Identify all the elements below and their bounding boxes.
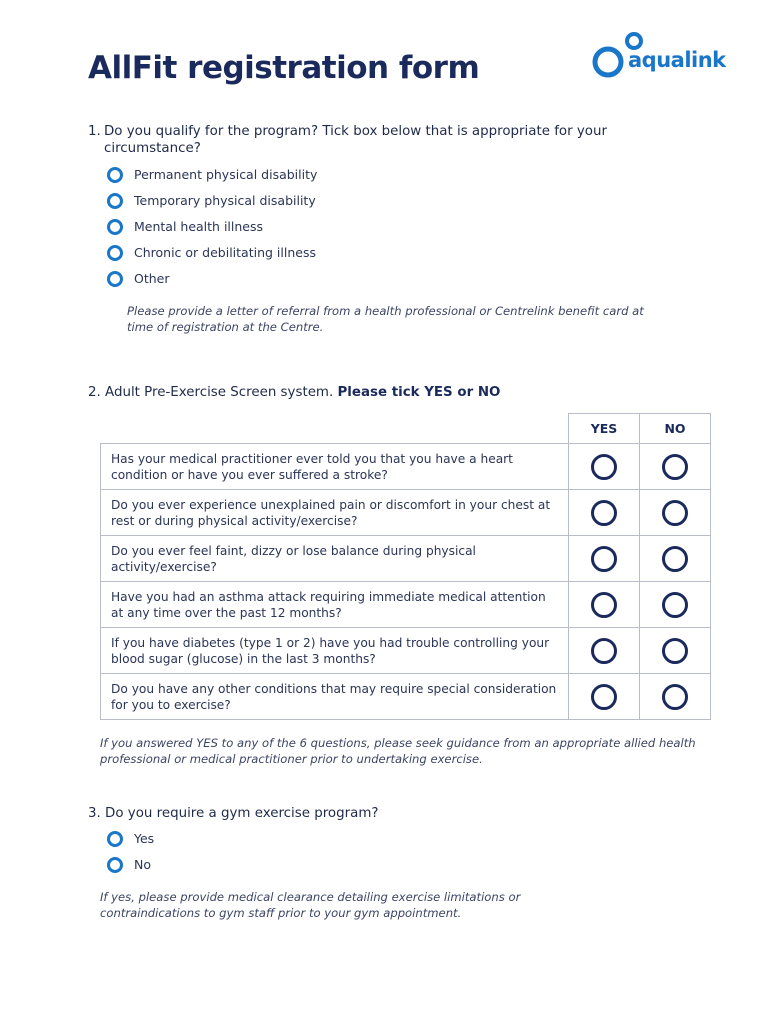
table-header-row	[101, 414, 711, 444]
no-cell	[640, 490, 711, 536]
no-radio[interactable]	[662, 454, 688, 480]
yes-radio[interactable]	[591, 454, 617, 480]
table-row	[101, 490, 711, 536]
radio-button[interactable]	[107, 857, 123, 873]
table-row	[101, 582, 711, 628]
radio-button[interactable]	[107, 193, 123, 209]
no-radio[interactable]	[662, 500, 688, 526]
question-2-text: 2. Adult Pre-Exercise Screen system.	[88, 385, 338, 400]
yes-radio[interactable]	[591, 592, 617, 618]
option-label: Yes	[134, 831, 155, 846]
yes-radio[interactable]	[591, 500, 617, 526]
yes-radio[interactable]	[591, 684, 617, 710]
question-3: 3. Do you require a gym exercise program?	[88, 806, 379, 821]
option-label: Mental health illness	[134, 219, 264, 234]
option-label: Chronic or debilitating illness	[134, 245, 316, 260]
yes-cell	[569, 628, 640, 674]
column-header-yes: YES	[569, 414, 640, 444]
radio-button[interactable]	[107, 831, 123, 847]
table-row	[101, 628, 711, 674]
radio-button[interactable]	[107, 219, 123, 235]
radio-button[interactable]	[107, 271, 123, 287]
no-cell	[640, 444, 711, 490]
page-title: AllFit registration form	[88, 50, 480, 86]
no-cell	[640, 674, 711, 720]
yes-cell	[569, 674, 640, 720]
no-cell	[640, 536, 711, 582]
no-cell	[640, 582, 711, 628]
option-label: Permanent physical disability	[134, 167, 318, 182]
option-label: No	[134, 857, 151, 872]
question-2	[88, 384, 500, 401]
screen-question: If you have diabetes (type 1 or 2) have you had trouble controlling your blood sugar (glucose) in the last 3 months?	[101, 628, 569, 674]
screen-question: Do you ever experience unexplained pain or discomfort in your chest at rest or during physical activity/exercise?	[101, 490, 569, 536]
screen-question: Have you had an asthma attack requiring immediate medical attention at any time over the past 12 months?	[101, 582, 569, 628]
logo-wordmark: aqualink	[628, 48, 726, 72]
table-header-blank	[101, 414, 569, 444]
no-radio[interactable]	[662, 684, 688, 710]
no-radio[interactable]	[662, 546, 688, 572]
no-radio[interactable]	[662, 638, 688, 664]
question-3-note: If yes, please provide medical clearance detailing exercise limitations or contraindications to gym staff prior to your gym appointment.	[100, 890, 521, 920]
yes-cell	[569, 582, 640, 628]
table-row	[101, 536, 711, 582]
screen-question: Has your medical practitioner ever told you that you have a heart condition or have you ever suffered a stroke?	[101, 444, 569, 490]
question-1-number: 1.	[88, 124, 101, 139]
question-1-note: Please provide a letter of referral from a health professional or Centrelink benefit card at time of registration at the Centre.	[127, 304, 644, 334]
table-row	[101, 444, 711, 490]
question-2-emphasis: Please tick YES or NO	[337, 385, 501, 400]
yes-cell	[569, 444, 640, 490]
question-1-text: Do you qualify for the program? Tick box below that is appropriate for your circumstance?	[104, 124, 607, 156]
yes-cell	[569, 490, 640, 536]
no-radio[interactable]	[662, 592, 688, 618]
option-label: Other	[134, 271, 170, 286]
column-header-no: NO	[640, 414, 711, 444]
yes-radio[interactable]	[591, 546, 617, 572]
yes-cell	[569, 536, 640, 582]
table-row	[101, 674, 711, 720]
screen-question: Do you ever feel faint, dizzy or lose balance during physical activity/exercise?	[101, 536, 569, 582]
question-2-note: If you answered YES to any of the 6 questions, please seek guidance from an appropriate allied health professional or medical practitioner prior to undertaking exercise.	[100, 736, 696, 766]
no-cell	[640, 628, 711, 674]
pre-exercise-screen-table	[100, 413, 711, 720]
option-label: Temporary physical disability	[134, 193, 316, 208]
screen-question: Do you have any other conditions that may require special consideration for you to exercise?	[101, 674, 569, 720]
radio-button[interactable]	[107, 167, 123, 183]
radio-button[interactable]	[107, 245, 123, 261]
yes-radio[interactable]	[591, 638, 617, 664]
